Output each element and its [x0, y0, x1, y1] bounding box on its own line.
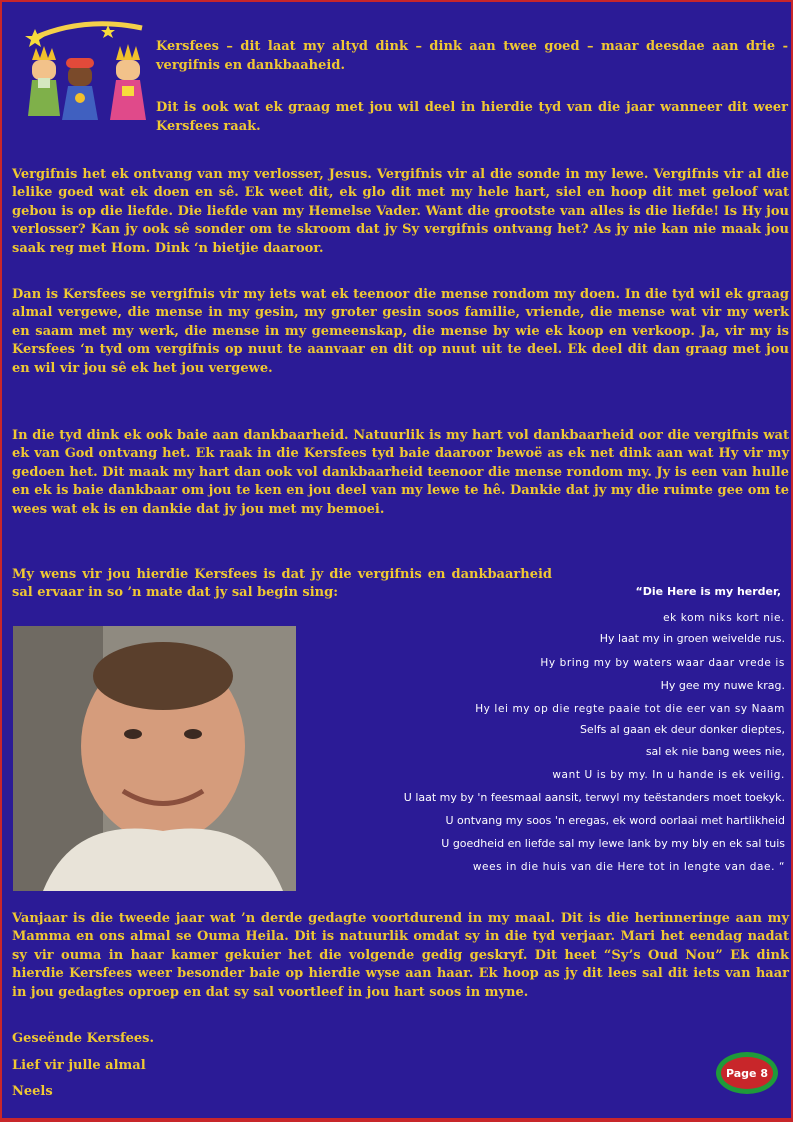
psalm-line: ek kom niks kort nie. [663, 612, 785, 624]
body-paragraph-wish: My wens vir jou hierdie Kersfees is dat jy die vergifnis en dankbaarheid sal ervaar in so ’n mate dat jy sal begin sing: [12, 567, 552, 601]
body-paragraph-forgiving-others: Dan is Kersfees se vergifnis vir my iets wat ek teenoor die mense rondom my doen. In die tyd wil ek graag almal vergewe, die mense in my gesin, my groter gesin soos familie, vriende, die mense wat vir my werk en saam met my werk, die mense in my gemeenskap, die mense by wie ek koop en verkoop. Ja, vir my is Kersfees ‘n tyd om vergifnis op nuut te aanvaar en dit op nuut uit te deel. Ek deel dit dan graag met jou en wil vir jou sê ek het jou vergewe. [12, 287, 789, 376]
intro-paragraph-1: Kersfees – dit laat my altyd dink – dink aan twee goed – maar deesdae aan drie - vergifnis en dankbaaheid. [156, 39, 788, 73]
psalm-line: U ontvang my soos 'n eregas, ek word oorlaai met hartlikheid [445, 814, 785, 827]
body-paragraph-memories: Vanjaar is die tweede jaar wat ’n derde gedagte voortdurend in my maal. Dit is die herinneringe aan my Mamma en ons almal se Ouma Heila. Dit is natuurlik omdat sy in die tyd verjaar. Mari het eendag nadat sy vir ouma in haar kamer gekuier het die volgende gedig geskryf. Dit heet “Sy’s Oud Nou” Ek dink hierdie Kersfees weer besonder baie op hierdie wyse aan haar. Ek hoop as jy dit lees sal dit iets van haar in jou gedagtes oproep en dat sy sal voortleef in jou hart soos in myne. [12, 911, 789, 1000]
three-kings-icon [24, 16, 152, 126]
psalm-line: Hy laat my in groen weivelde rus. [599, 632, 785, 645]
psalm-line: U goedheid en liefde sal my lewe lank by my bly en ek sal tuis [441, 837, 785, 850]
psalm-line: want U is by my. In u hande is ek veilig. [552, 769, 785, 781]
body-paragraph-gratitude: In die tyd dink ek ook baie aan dankbaarheid. Natuurlik is my hart vol dankbaarheid oor die vergifnis wat ek van God ontvang het. Ek raak in die Kersfees tyd baie daaroor bewoë as ek net dink aan wat Hy vir my gedoen het. Dit maak my hart dan ook vol dankbaarheid teenoor die mense rondom my. Jy is een van hulle en ek is baie dankbaar om jou te ken en jou deel van my lewe te hê. Dankie dat jy my die ruimte gee om te wees wat ek is en dankie dat jy jou met my bemoei. [12, 428, 789, 517]
psalm-line: Hy lei my op die regte paaie tot die eer van sy Naam [475, 703, 785, 715]
body-paragraph-forgiveness: Vergifnis het ek ontvang van my verlosser, Jesus. Vergifnis vir al die sonde in my lewe. Vergifnis vir al die lelike goed wat ek doen en sê. Ek weet dit, ek glo dit met my hele hart, siel en hoop dit met geloof wat gebou is op die liefde. Die liefde van my Hemelse Vader. Want die grootste van alles is die liefde! Is Hy jou verlosser? Kan jy ook sê sonder om te skroom dat jy Sy vergifnis ontvang het? As jy nie kan nie maak jou saak reg met Hom. Dink ‘n bietjie daaroor. [12, 167, 789, 256]
signature-name: Neels [12, 1084, 53, 1099]
psalm-line: Selfs al gaan ek deur donker dieptes, [579, 723, 785, 736]
psalm-line: sal ek nie bang wees nie, [645, 745, 785, 758]
man-portrait-photo [13, 626, 296, 891]
psalm-line: Hy gee my nuwe krag. [660, 679, 785, 692]
intro-paragraph-2: Dit is ook wat ek graag met jou wil deel in hierdie tyd van die jaar wanneer dit weer Kersfees raak. [156, 100, 788, 134]
page-number: Page 8 [725, 1066, 768, 1080]
psalm-line: “Die Here is my herder, [635, 585, 781, 598]
psalm-line: U laat my by 'n feesmaal aansit, terwyl my teëstanders moet toekyk. [403, 791, 785, 804]
closing-greeting: Geseënde Kersfees. [12, 1031, 155, 1046]
psalm-line: Hy bring my by waters waar daar vrede is [540, 657, 785, 669]
psalm-line: wees in die huis van die Here tot in lengte van dae. “ [472, 861, 785, 873]
closing-regards: Lief vir julle almal [12, 1058, 146, 1073]
